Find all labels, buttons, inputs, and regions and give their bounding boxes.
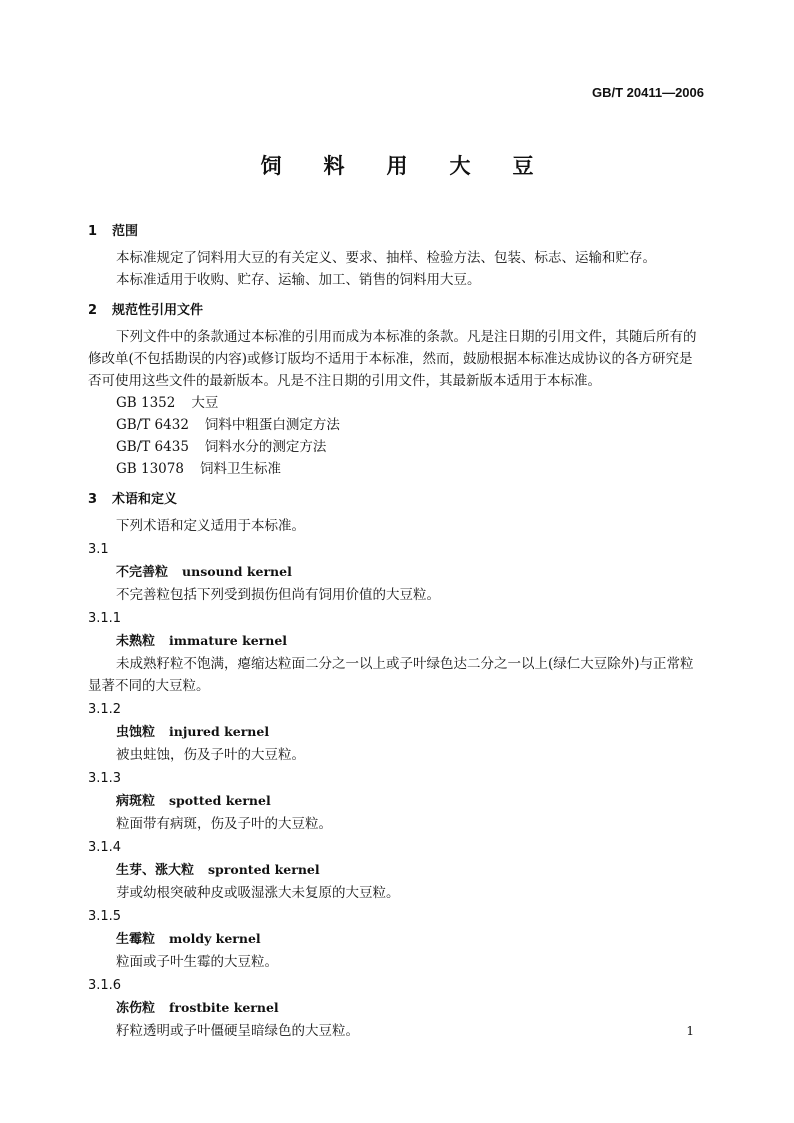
paragraph: 下列术语和定义适用于本标准。	[116, 518, 305, 534]
term-entry	[88, 975, 704, 1042]
term-entry	[88, 906, 704, 973]
term-number: 3.1.6	[88, 978, 122, 993]
term-number: 3.1.3	[88, 771, 122, 786]
term-number: 3.1.4	[88, 840, 122, 855]
term-entry	[88, 699, 704, 766]
section-heading-scope: 1 范围	[88, 224, 139, 239]
reference-item: GB/T 6435 饲料水分的测定方法	[116, 439, 327, 455]
term-entry	[88, 539, 704, 606]
term-entry	[88, 768, 704, 835]
term-name: 病斑粒 spotted kernel	[116, 793, 271, 809]
term-definition: 籽粒透明或子叶僵硬呈暗绿色的大豆粒。	[116, 1023, 359, 1039]
page-number: 1	[686, 1024, 694, 1038]
term-number: 3.1.5	[88, 909, 122, 924]
reference-item: GB 13078 饲料卫生标准	[116, 461, 281, 477]
term-definition: 未成熟籽粒不饱满，瘪缩达粒面二分之一以上或子叶绿色达二分之一以上(绿仁大豆除外)与正常粒显著不同的大豆粒。	[88, 656, 694, 694]
term-number: 3.1.2	[88, 702, 122, 717]
term-name: 不完善粒 unsound kernel	[116, 564, 292, 580]
term-entry	[88, 837, 704, 904]
paragraph: 下列文件中的条款通过本标准的引用而成为本标准的条款。凡是注日期的引用文件，其随后所有的修改单(不包括勘误的内容)或修订版均不适用于本标准，然而，鼓励根据本标准达成协议的各方研究是否可使用这些文件的最新版本。凡是不注日期的引用文件，其最新版本适用于本标准。	[88, 329, 697, 389]
section-heading-references: 2 规范性引用文件	[88, 303, 204, 318]
term-name: 冻伤粒 frostbite kernel	[116, 1000, 279, 1016]
document-title: 饲料用大豆	[260, 153, 576, 178]
term-definition: 粒面或子叶生霉的大豆粒。	[116, 954, 278, 970]
term-definition: 芽或幼根突破种皮或吸湿涨大未复原的大豆粒。	[116, 885, 400, 901]
reference-item: GB 1352 大豆	[116, 395, 219, 411]
term-name: 虫蚀粒 injured kernel	[116, 724, 270, 740]
document-body	[88, 212, 704, 1042]
term-number: 3.1.1	[88, 611, 122, 626]
term-definition: 不完善粒包括下列受到损伤但尚有饲用价值的大豆粒。	[116, 587, 440, 603]
term-name: 生芽、涨大粒 spronted kernel	[116, 862, 320, 878]
term-name: 未熟粒 immature kernel	[116, 633, 288, 649]
term-number: 3.1	[88, 542, 109, 557]
standard-code: GB/T 20411—2006	[591, 85, 704, 100]
term-definition: 被虫蛀蚀，伤及子叶的大豆粒。	[116, 747, 305, 763]
term-name: 生霉粒 moldy kernel	[116, 931, 261, 947]
paragraph: 本标准规定了饲料用大豆的有关定义、要求、抽样、检验方法、包装、标志、运输和贮存。	[116, 250, 656, 266]
term-definition: 粒面带有病斑，伤及子叶的大豆粒。	[116, 816, 332, 832]
paragraph: 本标准适用于收购、贮存、运输、加工、销售的饲料用大豆。	[116, 272, 481, 288]
section-heading-terms: 3 术语和定义	[88, 492, 178, 507]
reference-item: GB/T 6432 饲料中粗蛋白测定方法	[116, 417, 340, 433]
term-entry	[88, 608, 704, 697]
